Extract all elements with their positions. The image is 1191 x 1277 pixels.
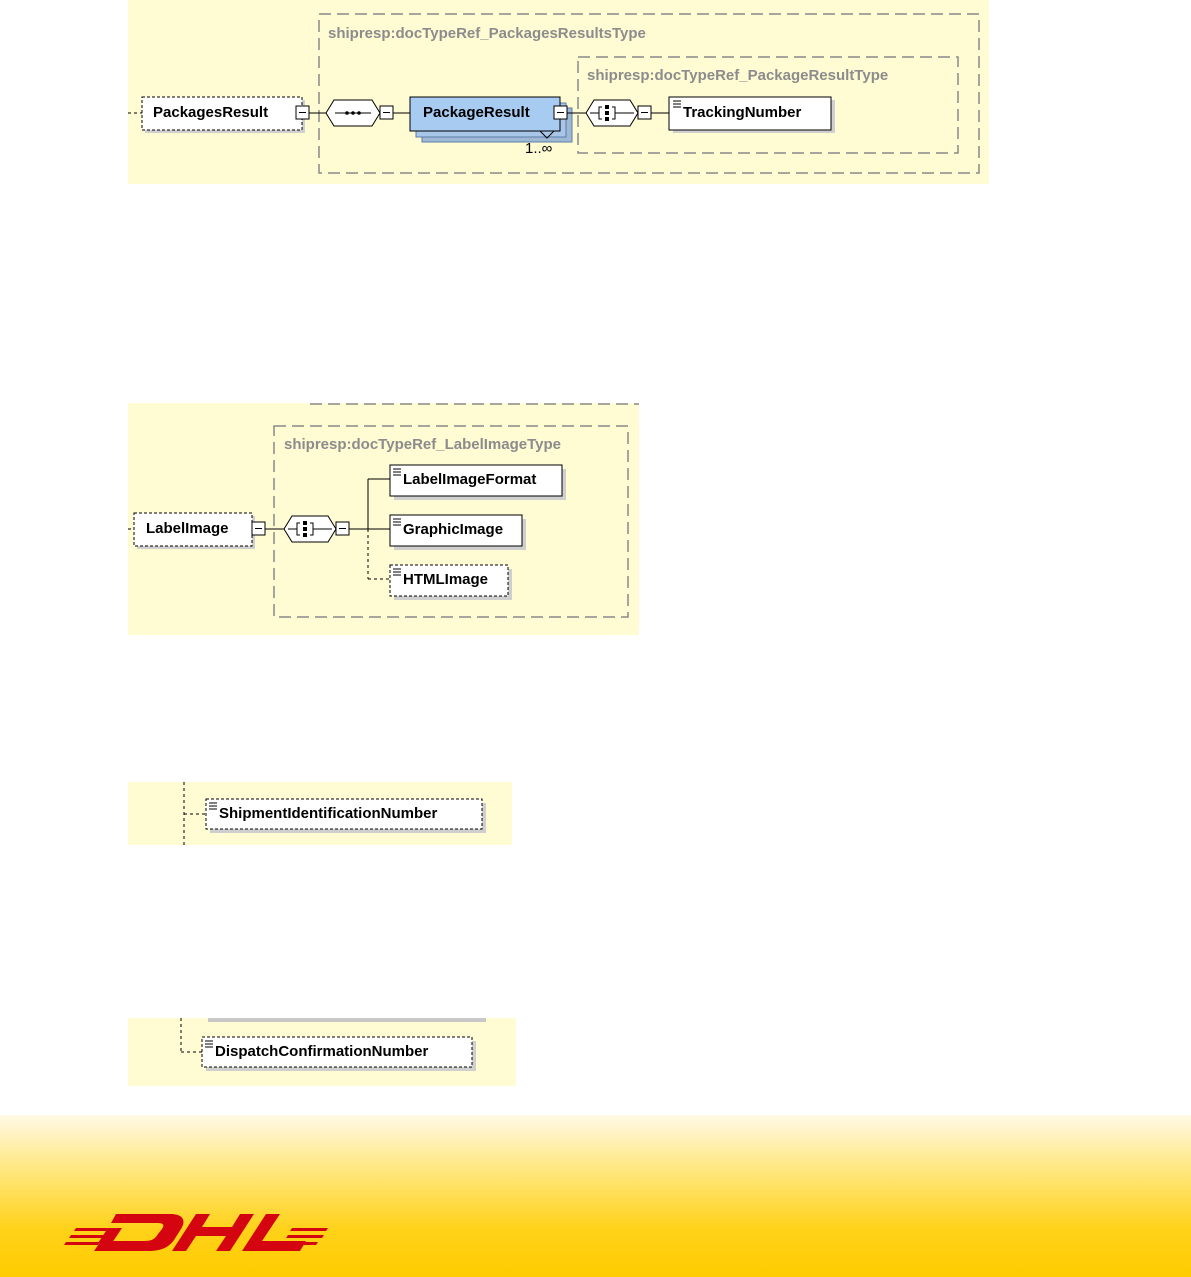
html-image-label[interactable]: HTMLImage: [403, 571, 489, 588]
package-result-cardinality: 1..∞: [525, 140, 553, 157]
label-image-diagram: [128, 403, 639, 635]
packages-result-label[interactable]: PackagesResult: [153, 104, 269, 121]
footer-band: [0, 1115, 1191, 1277]
graphic-image-label[interactable]: GraphicImage: [403, 521, 504, 538]
shipment-identification-diagram: [128, 782, 512, 845]
dispatch-confirmation-diagram: [128, 1018, 516, 1086]
package-result-label[interactable]: PackageResult: [423, 104, 530, 121]
packages-result-diagram: [128, 0, 989, 184]
label-image-label[interactable]: LabelImage: [146, 520, 229, 537]
label-image-format-label[interactable]: LabelImageFormat: [403, 471, 537, 488]
package-result-type-label: shipresp:docTypeRef_PackageResultType: [587, 67, 889, 84]
packages-results-type-label: shipresp:docTypeRef_PackagesResultsType: [328, 25, 646, 42]
shipment-identification-number-label[interactable]: ShipmentIdentificationNumber: [219, 805, 438, 822]
dhl-logo: [0, 1115, 1191, 1277]
tracking-number-label[interactable]: TrackingNumber: [683, 104, 802, 121]
label-image-type-label: shipresp:docTypeRef_LabelImageType: [284, 436, 562, 453]
dispatch-confirmation-number-label[interactable]: DispatchConfirmationNumber: [215, 1043, 429, 1060]
